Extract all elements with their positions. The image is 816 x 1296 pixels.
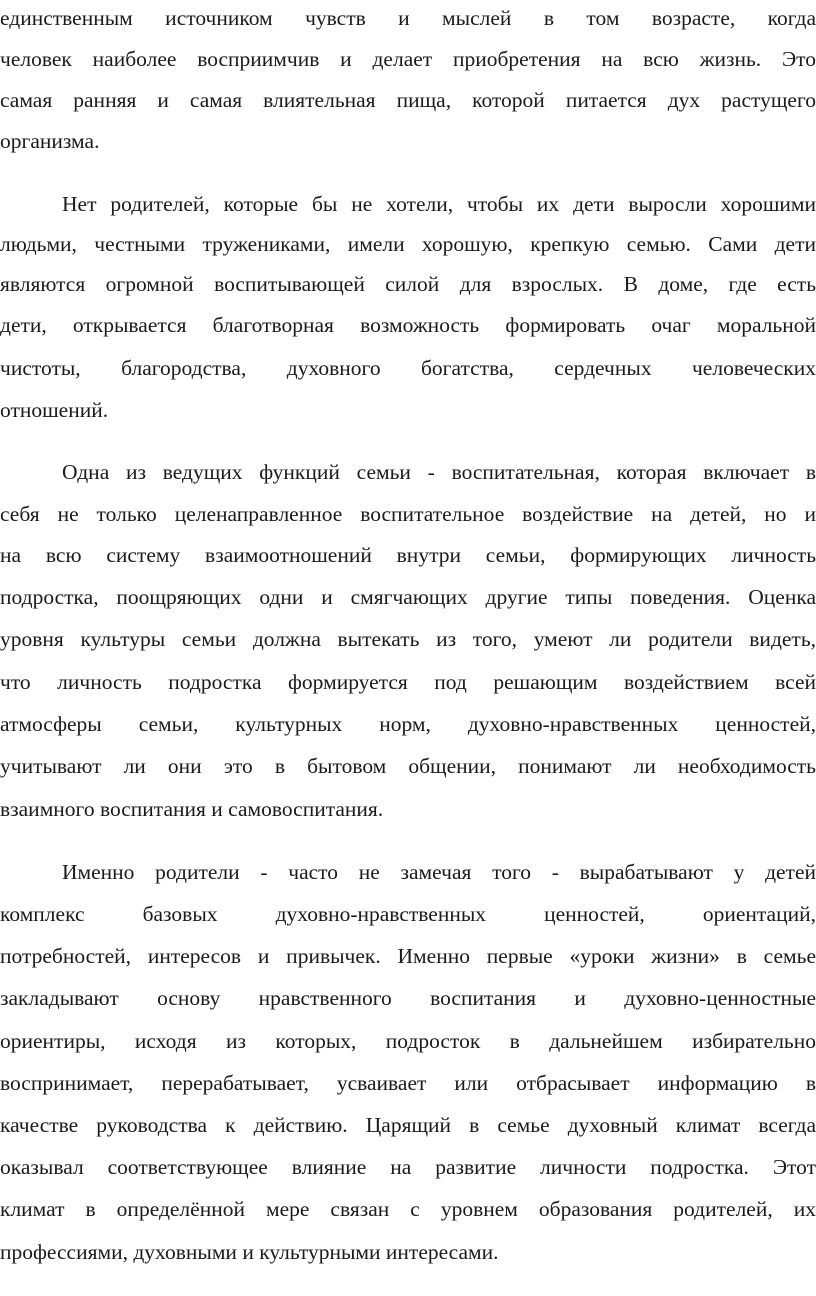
- text-line: человек наиболее восприимчив и делает приобретения на всю жизнь. Это: [0, 47, 816, 71]
- text-line: на всю систему взаимоотношений внутри семьи, формирующих личность: [0, 543, 816, 567]
- text-line: профессиями, духовными и культурными интересами.: [0, 1240, 499, 1264]
- text-line: людьми, честными тружениками, имели хорошую, крепкую семью. Сами дети: [0, 232, 816, 256]
- text-line: что личность подростка формируется под решающим воздействием всей: [0, 670, 816, 694]
- text-line: закладывают основу нравственного воспитания и духовно-ценностные: [0, 986, 816, 1010]
- paragraph-first-line: Нет родителей, которые бы не хотели, чтобы их дети выросли хорошими: [62, 192, 816, 216]
- text-line: самая ранняя и самая влиятельная пища, которой питается дух растущего: [0, 88, 816, 112]
- text-line: учитывают ли они это в бытовом общении, понимают ли необходимость: [0, 754, 816, 778]
- text-line: отношений.: [0, 398, 109, 422]
- text-line: уровня культуры семьи должна вытекать из того, умеют ли родители видеть,: [0, 627, 816, 651]
- paragraph-first-line: Одна из ведущих функций семьи - воспитательная, которая включает в: [62, 460, 816, 484]
- text-line: себя не только целенаправленное воспитательное воздействие на детей, но и: [0, 502, 816, 526]
- text-line: потребностей, интересов и привычек. Именно первые «уроки жизни» в семье: [0, 944, 816, 968]
- text-line: ориентиры, исходя из которых, подросток в дальнейшем избирательно: [0, 1029, 816, 1053]
- text-line: комплекс базовых духовно-нравственных ценностей, ориентаций,: [0, 902, 816, 926]
- text-line: взаимного воспитания и самовоспитания.: [0, 797, 384, 821]
- text-line: чистоты, благородства, духовного богатства, сердечных человеческих: [0, 356, 816, 380]
- text-line: являются огромной воспитывающей силой для взрослых. В доме, где есть: [0, 272, 816, 296]
- text-line: атмосферы семьи, культурных норм, духовно-нравственных ценностей,: [0, 712, 816, 736]
- text-line: климат в определённой мере связан с уровнем образования родителей, их: [0, 1197, 816, 1221]
- text-line: единственным источником чувств и мыслей в том возрасте, когда: [0, 6, 816, 30]
- text-line: воспринимает, перерабатывает, усваивает или отбрасывает информацию в: [0, 1071, 816, 1095]
- text-line: оказывал соответствующее влияние на развитие личности подростка. Этот: [0, 1155, 816, 1179]
- text-line: дети, открывается благотворная возможность формировать очаг моральной: [0, 313, 816, 337]
- text-line: подростка, поощряющих одни и смягчающих другие типы поведения. Оценка: [0, 585, 816, 609]
- paragraph-first-line: Именно родители - часто не замечая того - вырабатывают у детей: [62, 860, 816, 884]
- text-line: качестве руководства к действию. Царящий в семье духовный климат всегда: [0, 1113, 816, 1137]
- text-line: организма.: [0, 129, 100, 153]
